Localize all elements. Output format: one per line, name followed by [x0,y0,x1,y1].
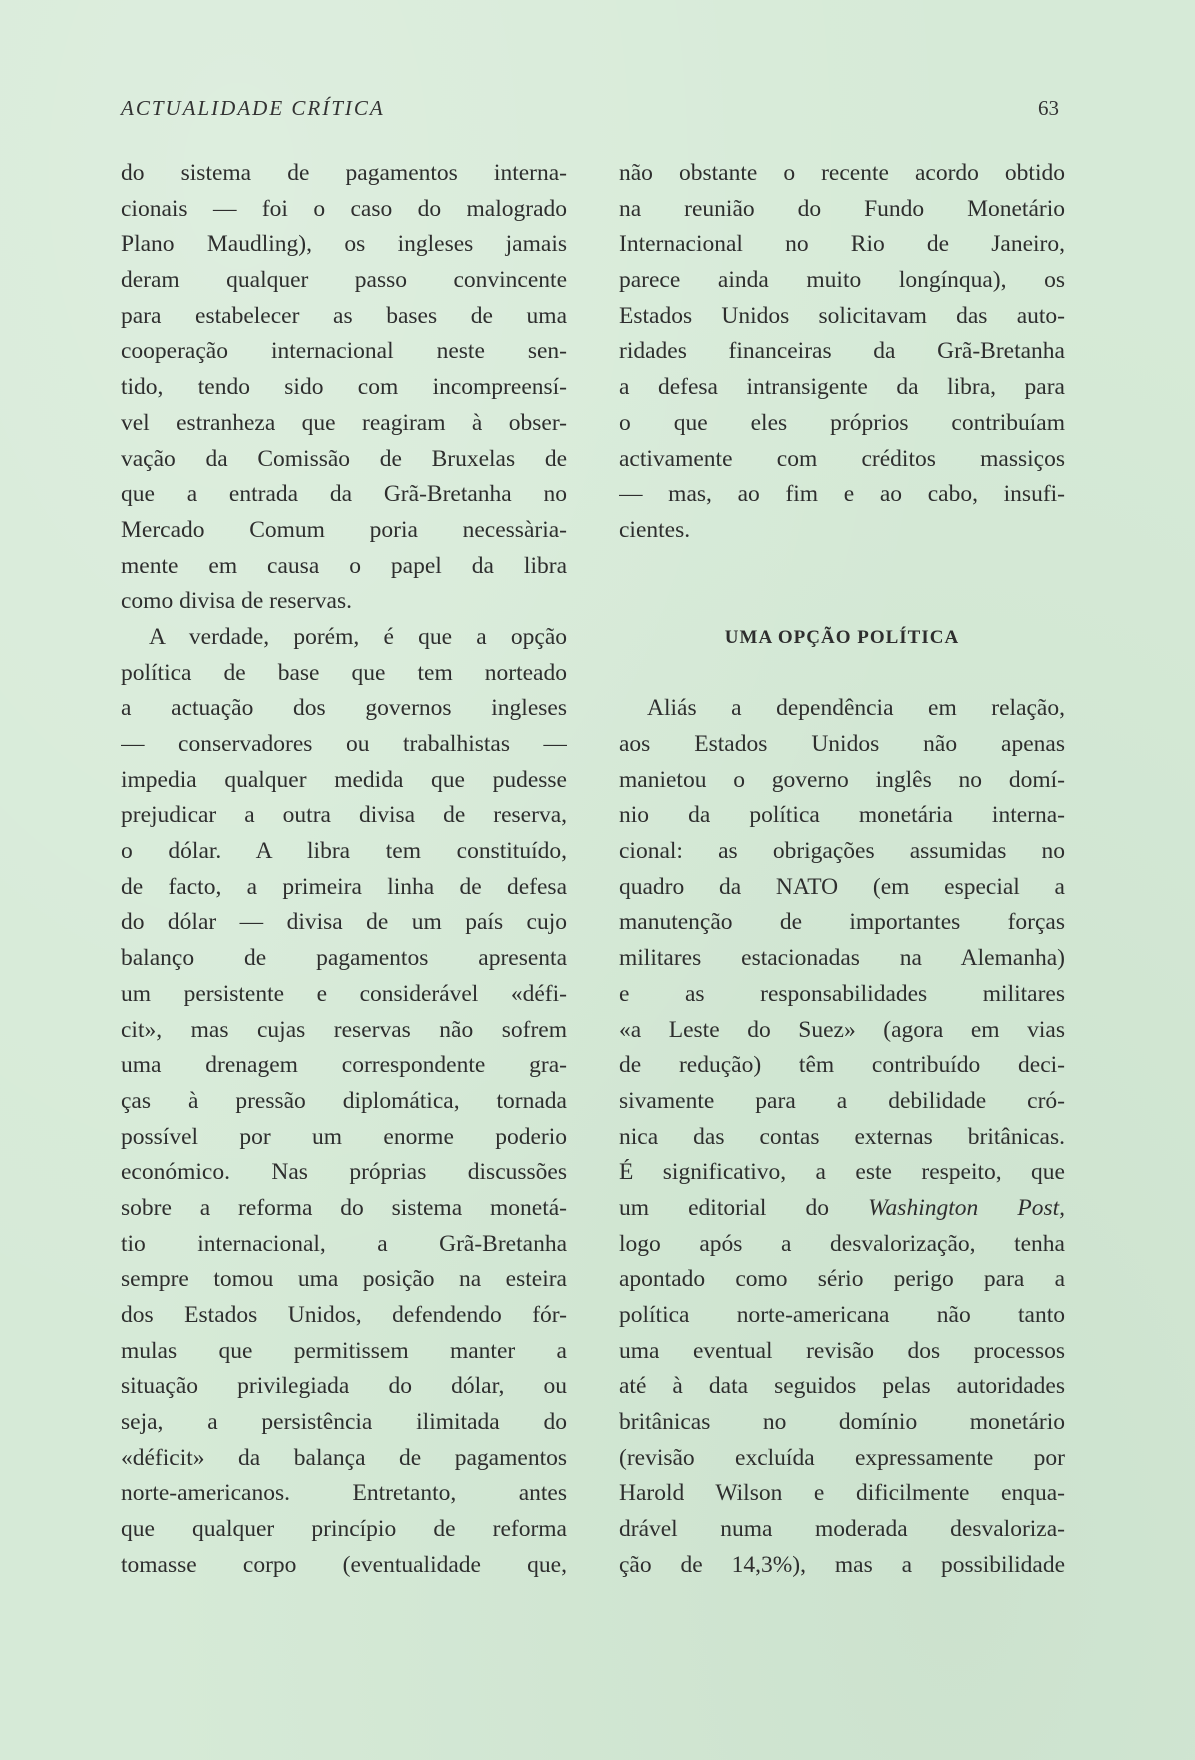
text-line: Estados Unidos solicitavam das auto- [619,302,1065,329]
left-column [121,156,567,1584]
text-line: manutenção de importantes forças [619,909,1065,936]
text-line: impedia qualquer medida que pudesse [121,766,567,793]
text-line: que qualquer princípio de reforma [121,1516,567,1543]
text-line: deram qualquer passo convincente [121,267,567,294]
text-line: ridades financeiras da Grã-Bretanha [619,338,1065,365]
text-line: — conservadores ou trabalhistas — [121,731,567,757]
text-line: manietou o governo inglês no domí- [619,766,1065,793]
text-line: É significativo, a este respeito, que [619,1159,1065,1186]
text-line: o dólar. A libra tem constituído, [121,838,567,865]
text-line: económico. Nas próprias discussões [121,1159,567,1186]
text-line: mulas que permitissem manter a [121,1337,567,1364]
text-line: Harold Wilson e dificilmente enqua- [619,1480,1065,1507]
text-line: não obstante o recente acordo obtido [619,160,1065,186]
text-line: cooperação internacional neste sen- [121,338,567,365]
running-head: ACTUALIDADE CRÍTICA [121,96,385,120]
text-line: que a entrada da Grã-Bretanha no [121,481,567,508]
text-line: uma drenagem correspondente gra- [121,1052,567,1079]
text-line: tomasse corpo (eventualidade que, [121,1551,567,1578]
text-line: parece ainda muito longínqua), os [619,267,1065,294]
text-line: (revisão excluída expressamente por [619,1444,1065,1471]
text-line: mente em causa o papel da libra [121,552,567,579]
text-line: logo após a desvalorização, tenha [619,1230,1065,1257]
text-line: ção de 14,3%), mas a possibilidade [619,1551,1065,1578]
text-line: quadro da NATO (em especial a [619,873,1065,900]
text-line: do sistema de pagamentos interna- [121,160,567,186]
text-line: nio da política monetária interna- [619,802,1065,829]
text-line: cionais — foi o caso do malogrado [121,195,567,222]
text-line: possível por um enorme poderio [121,1123,567,1150]
text-line: «a Leste do Suez» (agora em vias [619,1016,1065,1043]
text-line: aos Estados Unidos não apenas [619,731,1065,757]
text-line: na reunião do Fundo Monetário [619,195,1065,222]
section-title: UMA OPÇÃO POLÍTICA [724,626,960,648]
text-line: política norte-americana não tanto [619,1302,1065,1328]
text-line: o que eles próprios contribuíam [619,409,1065,436]
text-line: sivamente para a debilidade cró- [619,1087,1065,1114]
text-line: seja, a persistência ilimitada do [121,1409,567,1436]
text-line: tido, tendo sido com incompreensí- [121,374,567,401]
text-line: — mas, ao fim e ao cabo, insufi- [619,481,1065,508]
spacer [619,656,1065,692]
text-line: activamente com créditos massiços [619,445,1065,472]
text-line: A verdade, porém, é que a opção [149,623,567,650]
spacer [619,584,1065,620]
text-span: um editorial do [619,1194,869,1221]
text-line: dos Estados Unidos, defendendo fór- [121,1302,567,1328]
text-line: cional: as obrigações assumidas no [619,838,1065,865]
text-line: Plano Maudling), os ingleses jamais [121,231,567,258]
text-line: a defesa intransigente da libra, para [619,374,1065,401]
spacer [619,549,1065,585]
text-line: do dólar — divisa de um país cujo [121,909,567,936]
text-line: drável numa moderada desvaloriza- [619,1516,1065,1543]
text-line: apontado como sério perigo para a [619,1266,1065,1293]
text-line: de facto, a primeira linha de defesa [121,873,567,900]
text-line: situação privilegiada do dólar, ou [121,1373,567,1400]
text-line: prejudicar a outra divisa de reserva, [121,802,567,829]
text-line: cientes. [619,516,691,543]
text-line: vel estranheza que reagiram à obser- [121,409,567,436]
text-line: nica das contas externas britânicas. [619,1123,1065,1150]
text-line: Internacional no Rio de Janeiro, [619,231,1065,258]
text-line: de redução) têm contribuído deci- [619,1052,1065,1079]
text-line: sobre a reforma do sistema monetá- [121,1194,567,1221]
text-line: militares estacionadas na Alemanha) [619,945,1065,972]
text-line: uma eventual revisão dos processos [619,1337,1065,1364]
text-line: tio internacional, a Grã-Bretanha [121,1230,567,1257]
right-column [619,156,1065,1584]
text-line: «déficit» da balança de pagamentos [121,1444,567,1471]
italic-publication-name: Washington Post, [868,1194,1065,1221]
text-line: Mercado Comum poria necessària- [121,516,567,543]
text-line: Aliás a dependência em relação, [647,695,1065,722]
text-line: balanço de pagamentos apresenta [121,945,567,972]
text-line: até à data seguidos pelas autoridades [619,1373,1065,1400]
text-line: ças à pressão diplomática, tornada [121,1087,567,1114]
text-line: política de base que tem norteado [121,659,567,686]
text-line: um persistente e considerável «défi- [121,980,567,1007]
text-line: como divisa de reservas. [121,588,353,615]
text-line: a actuação dos governos ingleses [121,695,567,722]
text-line-with-italic [619,1191,1065,1227]
text-line: para estabelecer as bases de uma [121,302,567,329]
text-line: sempre tomou uma posição na esteira [121,1266,567,1293]
text-line: norte-americanos. Entretanto, antes [121,1480,567,1507]
text-line: cit», mas cujas reservas não sofrem [121,1016,567,1043]
text-line: e as responsabilidades militares [619,980,1065,1007]
text-line: vação da Comissão de Bruxelas de [121,445,567,472]
page-number: 63 [1038,96,1059,120]
text-line: britânicas no domínio monetário [619,1409,1065,1436]
